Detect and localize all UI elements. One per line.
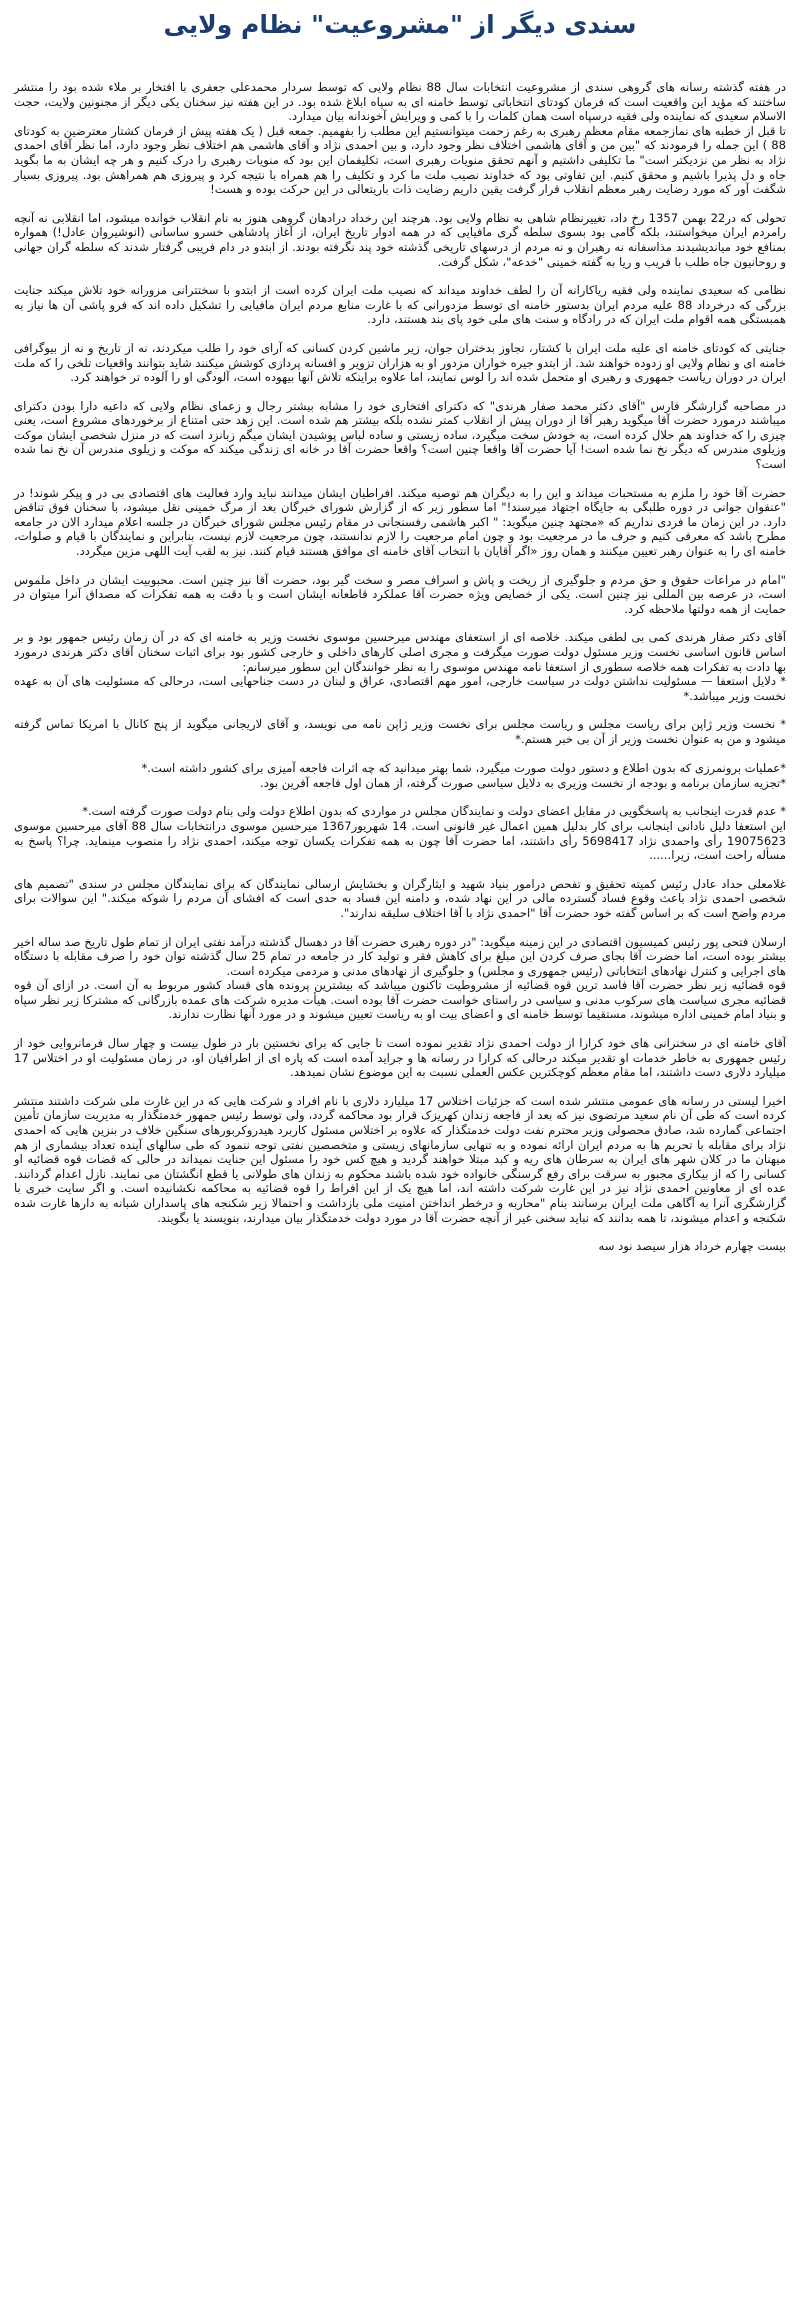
article-paragraph: در هفته گذشته رسانه های گروهی سندی از مشروعیت انتخابات سال 88 نظام ولایی که توسط سردار محمدعلی جعفری با افتخار بر ملاء شده بود را منتشر ساختند که مؤید این واقعیت است که فرمان کودتای انتخاباتی توسط خامنه ای به سپاه ابلاغ شده بود. در این هفته نیز سخنان یکی دیگر از مجنونین ولایت، حجت الاسلام سعیدی که نماینده ولی فقیه درسپاه است همان کلمات را با کمی و ویرایش آخوندانه بیان میدارد. تا قبل از خطبه های نمازجمعه مقام معظم رهبری به رغم زحمت میتوانستیم این مطلب را بفهمیم. جمعه قبل ( یک هفته پیش از فرمان کشتار معترضین به کودتای 88 ) این جمله را فرمودند که "بین من و آقای هاشمی اختلاف نظر وجود دارد، و بین احمدی نژاد و آقای هاشمی هم اختلاف نظر وجود دارد، اما نظر آقای احمدی نژاد به نظر من نزدیکتر است" ما تکلیفی داشتیم و آنهم تحقق منویات رهبری است، تکلیفمان این بود که منویات رهبری را درک کنیم و هر چه ایشان به ما بگوید جاه و دل پذیرا باشیم و محقق کنیم. این تفاوتی بود که خداوند نصیب ملت ما کرد و تکلیف را هم همراه با نتیجه کرد و پیروزی هم همراهش بود. پیروزی بسیار شگفت آور که مورد رضایت رهبر معظم انقلاب قرار گرفت یقین داریم رضایت ذات باریتعالی در این حرکت بوده و هست!	[14, 80, 786, 197]
article-paragraph: "امام در مراعات حقوق و حق مردم و جلوگیری از ریخت و پاش و اسراف مصر و سخت گیر بود، حضرت آقا نیز چنین است. محبوبیت ایشان در داخل ملموس است، در عرصه بین المللی نیز چنین است. یکی از خصایص ویژه حضرت آقا عملکرد قاطعانه ایشان است و با دقت به همه تفکرات که مصداق آنرا میتوان در حمایت از همه دولتها ملاحظه کرد.	[14, 572, 786, 616]
article-paragraph: در مصاحبه گزارشگر فارس "آقای دکتر محمد صفار هرندی" که دکترای افتخاری خود را مشابه بیشتر رجال و زعمای نظام ولایی که داعیه دارا بودن دکترای میباشند درمورد حضرت آقا میگوید رهبر آقا از دوران پیش از انقلاب کمتر نشده بلکه بیشتر هم شده است. این زهد حتی امتناع از برخوردهای مشروع است، یعنی چیزی را که خداوند هم حلال کرده است، به خودش سخت میگیرد، ساده زیستی و ساده لباس پوشیدن ایشان میگم زبانزد است که در منزل شخصی ایشان موکت وزیلوی مندرس که دیگر نخ نما شده است! آیا حضرت آقا واقعا چنین است؟ واقعا حضرت آقا در خانه ای زندگی میکند که موکت و زیلوی مندرس آن نخ نما شده است؟	[14, 398, 786, 472]
article-date-signature: بیست چهارم خرداد هزار سیصد نود سه	[598, 1239, 786, 1254]
article-paragraph: حضرت آقا خود را ملزم به مستحبات میداند و این را به دیگران هم توصیه میکند. افراطیان ایشان میدانند نباید وارد فعالیت های اقتصادی بی در و پیکر شوند! در "عنفوان جوانی در دوره طلبگی به جایگاه اجتهاد میرسند!" اما سطور زیر که از گزارش شورای خبرگان بعد از مرگ خمینی نقل میشود، با سخنان فوق تناقض دارد. در این زمان ما فردی نداریم که «مجتهد چنین میگوید: " اکبر هاشمی رفسنجانی در مقام رئیس مجلس شورای خبرگان در جلسه اعلام میدارد الان در جامعه مطرح باشد که معرفی کنیم و حرف ما در مرجعیت بود و چون امام مرجعیت را لازم ندانستند، چون مرجعیت لازم نیست، بنابراین و نمایندگان با قیام و صلوات، خامنه ای را به عنوان رهبر تعیین میکنند و همان روز «اگر آقایان با انتخاب آقای خامنه ای موافق هستند قیام کنند. نیز به لقب آیت اللهی مزین میگردد.	[14, 485, 786, 559]
article-paragraph: تحولی که در22 بهمن 1357 رخ داد، تغییرنظام شاهی به نظام ولایی بود. هرچند این رخداد درادهان گروهی هنوز به نام انقلاب خوانده میشود، اما انقلابی نه آنچه رامردم ایران میخواستند، بلکه گامی بود بسوی سلطه گری مافیایی که در همه ادوار تاریخ ایران، از آغاز پادشاهی خسرو ساسانی (انوشیروان عادل!) همواره بمنافع خود میاندیشیدند مذاسفانه نه رهبران و نه مردم از درسهای تاریخی گذشته خود پند نگرفته بودند. از ابتدو در دام فریبی گرفتار شدند که سلطه گران جهانی و روحانیون جاه طلب با فریب و ریا به گفته خمینی "خدعه"، شکل گرفت.	[14, 210, 786, 269]
article-paragraph: جنایتی که کودتای خامنه ای علیه ملت ایران با کشتار، تجاوز بدختران جوان، زیر ماشین کردن کسانی که آرای خود را طلب میکردند، نه از تاریخ و نه از بیوگرافی خامنه ای و نظام ولایی او زدوده خواهند شد. از ابتدو جیره خواران مزدور او به هزاران تزویر و افسانه پردازی کوشش میکنند شاید بتوانند واقعیات تلخی را که ملت ایران در دوران ریاست جمهوری و رهبری او متحمل شده اند را لوس نمایند، اما علاوه براینکه تلاش آنها بیهوده است، آلودگی او را آلوده تر خواهند کرد.	[14, 340, 786, 385]
article-paragraph: نظامی که سعیدی نماینده ولی فقیه ریاکارانه آن را لطف خداوند میداند که نصیب ملت ایران کرده است از ابتدو با سختترانی مزورانه خود تلاش میکند جنایت بزرگی که درخرداد 88 علیه مردم ایران بدستور خامنه ای توسط مزدورانی که با غارت منابع مردم ایران مافیایی را تشکیل داده اند که فرو پاشی آن ها نیاز به همبستگی همه اقوام ملت ایران که در رادگاه و سنت های ملی خود پای بند هستند، دارد.	[14, 283, 786, 327]
article-paragraph: غلامعلی حداد عادل رئیس کمیته تحقیق و تفحص درامور بنیاد شهید و ایثارگران و بخشایش ارسالی نمایندگان که برای نمایندگان مجلس در سندی "تصمیم های شخصی احمدی نژاد باعث وقوع فساد گسترده مالی در این نهاد شده، و دامنه این فساد به حدی است که افشای آن مردم را شوکه میکند." این سوالات برای مردم واضح است که بر اساس گفته خود حضرت آقا "احمدی نژاد با آقا اختلاف سلیقه ندارند".	[14, 876, 786, 920]
article-title: سندی دیگر از "مشروعیت" نظام ولایی	[163, 10, 637, 39]
article-paragraph: اخیرا لیستی در رسانه های عمومی منتشر شده است که جزئیات اختلاس 17 میلیارد دلاری با نام افراد و شرکت هایی که در این غارت ملی شرکت داشتند منتشر کرده است که طی آن نام سعید مرتضوی نیز که بعد از فاجعه زندان کهریزک قرار بود محاکمه گردد، ولی توسط رئیس جمهور خدمتگذار به مدیریت سازمان تأمین اجتماعی گمارده شد، صادق محصولی وزیر محترم نفت دولت خدمتگذار که علاوه بر اختلاس مسئول کاربرد هیدروکربورهای سنگین خلاف در بنزین هایی که احمدی نژاد برای مقابله با تحریم ها به مردم ایران ارائه نموده و به تنهایی سازمانهای زیستی و متخصصین نفتی توجه ننمود که طی سالهای آینده تعداد بیشماری از هم میهنان ما در کلان شهر های ایران به سرطان های ریه و کبد مبتلا خواهند گردید و هیچ کس خود را مسئول این جنایت نمیداند در حالی که قضات قوه قضائیه او کسانی را که از بیکاری مجبور به سرقت برای رفع گرسنگی خانواده خود شده باشند محکوم به زندان های طولانی یا قطع انگشتان می نمایند. نازل اعدام گردانند. عده ای از معاونین احمدی نژاد نیز در این غارت شرکت داشته اند، اما هیچ یک از این افراط را قوه قضائیه به محاکمه نکشانیده است. و اگر سایت خبری با گزارشگری آنرا به آگاهی ملت ایران برسانند بنام "محاربه و درخطر انداختن امنیت ملی بازداشت و احتمالا زیر شکنجه های پاسداران شبانه به دارها غارت شده شکنجه و اعدام میشوند، تا همه بدانند که نباید سخنی غیر از آنچه حضرت آقا در مورد دولت خدمتگذار بیان میدارند، بنویسند یا بگویند.	[14, 1093, 786, 1225]
article-paragraph: آقای دکتر صفار هرندی کمی بی لطفی میکند. خلاصه ای از استعفای مهندس میرحسین موسوی نخست وزیر به خامنه ای که در آن زمان رئیس جمهور بود و بر اساس قانون اساسی نخست وزیر مسئول دولت صورت میگرفت و مجری اصلی کارهای داخلی و خارجی کشور بود برای اثبات سخنان آقای دکتر هرندی درمورد بها دادت به تفکرات همه خلاصه سطوری از استعفا نامه مهندس موسوی را به نظر خوانندگان این سطور میرسانم: * دلایل استعفا — مسئولیت نداشتن دولت در سیاست خارجی، امور مهم اقتصادی، عراق و لبنان در دست جناحهایی است، درحالی که مسئولیت های آن به عهده نخست وزیر میباشد.*	[14, 630, 786, 703]
article-paragraph: ارسلان فتحی پور رئیس کمیسیون اقتصادی در این زمینه میگوید: "در دوره رهبری حضرت آقا در دهسال گذشته درآمد نفتی ایران از تمام طول تاریخ صد ساله اخیر بیشتر بوده است، اما حضرت آقا بجای صرف کردن این مبلغ برای کاهش فقر و تولید کار در جامعه در تمام 25 سال گذشته توان خود را صرف مقابله با دستگاه های اجرایی و کنترل نهادهای انتخاباتی (رئیس جمهوری و مجلس) و جلوگیری از نهادهای مدنی و مردمی میکرده است. قوه قضائیه زیر نظر حضرت آقا فاسد ترین قوه قضائیه از مشروطیت تاکنون میباشد که بیشترین پرونده های فساد کشور مربوط به آن است. در ازای آن قوه قضائیه مجری سیاست های سرکوب مدنی و سیاسی در راستای خواست حضرت آقا بوده است. هیأت مدیره شرکت های عمده بازرگانی که مشترکا زیر نظر سپاه و بنیاد امام خمینی اداره میشوند، مستقیما توسط خامنه ای و اعضای بیت او به ریاست تعیین میشوند و در مورد آنها نظارت ندارند.	[13, 934, 786, 1022]
article-paragraph: * عدم قدرت اینجانب به پاسخگویی در مقابل اعضای دولت و نمایندگان مجلس در مواردی که بدون اطلاع دولت ولی بنام دولت صورت گرفته است.* این استعفا دلیل نادانی اینجانب برای کار بدلیل همین اعمال غیر قانونی است. 14 شهریور1367 میرحسین موسوی درانتخابات سال 88 آقای میرحسین موسوی 19075623 رأی واحمدی نژاد 5698417 رأی داشتند، اما حضرت آقا چون به همه تفکرات یکسان توجه میکند، احمدی نژاد را منصوب مینماید. چرا؟ پاسخ به مسأله راحت است، زیرا......	[14, 804, 787, 863]
article-paragraph: * نخست وزیر ژاپن برای ریاست مجلس و ریاست مجلس برای نخست وزیر ژاپن نامه می نویسد، و آقای لاریجانی میگوید از پنج کانال با امریکا تماس گرفته میشود و من به عنوان نخست وزیر از آن بی خبر هستم.* *عملیات برونمرزی که بدون اطلاع و دستور دولت صورت میگیرد، شما بهتر میدانید که چه اثرات فاجعه آمیزی برای کشور داشته است.* *تجزیه سازمان برنامه و بودجه از نخست وزیری به دلایل سیاسی صورت گرفته، از همان اول فاجعه آفرین بود.	[14, 717, 786, 790]
article-body	[14, 80, 786, 1225]
article-paragraph: آقای خامنه ای در سخنرانی های خود کرارا از دولت احمدی نژاد تقدیر نموده است تا جایی که برای نخستین بار در طول بیست و چهار سال فرمانروایی خود از رئیس جمهوری به خاطر خدمات او تقدیر میکند درحالی که کرارا در رسانه ها و جراید آمده است که پاره ای از اطرافیان او، در زمان مسئولیت او در اختلاس 17 میلیارد دلاری دست داشتند، اما مقام معظم کوچکترین عکس العملی نسبت به این موضوع نشان نمیدهد.	[14, 1036, 786, 1080]
